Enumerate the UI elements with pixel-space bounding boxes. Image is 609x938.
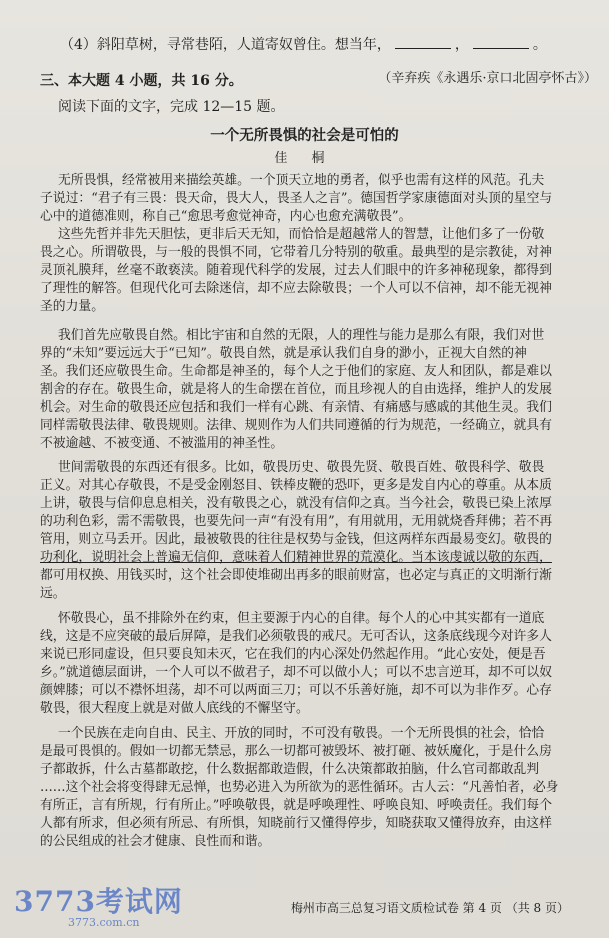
section-header: 三、本大题 4 小题，共 16 分。 [40,73,243,89]
line-34: 有所正，言有所规，行有所止。”呼唤敬畏，就是呼唤理性、呼唤良知、呼唤责任。我们每个 [40,798,553,813]
line-13: 机会。对生命的敬畏还应包括和我们一样有心跳、有亲情、有痛感与感戚的其他生灵。我们 [40,400,552,415]
line-7: 了理性的解答。但现代化可去除迷信，却不应去除敬畏；一个人可以不信神，却不能无视神 [40,281,552,296]
line-23: 远。 [40,586,66,601]
line-35: 人都有所求，但必须有所忌、有所惧，知晓前行又懂得停步，知晓获取又懂得放弃，由这样 [40,816,552,831]
line-2: 子说过：“君子有三畏：畏天命，畏大人，畏圣人之言”。德国哲学家康德面对头顶的星空与 [40,191,553,206]
line-32: 子都敢拆，什么古墓都敢挖，什么数据都敢造假，什么决策都敢拍脑，什么官司都敢乱判 [40,762,540,777]
answer-blank-1[interactable] [395,36,451,49]
line-14: 同样需敬畏法律、敬畏规则。法律、规则作为人们共同遵循的行为规范，一经确立，就具有 [40,418,552,433]
line-6: 灵顶礼膜拜，丝毫不敢亵渎。随着现代科学的发展，过去人们眼中的许多神秘现象，都得到 [40,263,552,278]
line-21-underlined: 功利化，说明社会上普遍无信仰，意味着人们精神世界的荒漠化。当本该虔诚以敬的东西， [40,550,552,565]
question-4-text: （4）斜阳草树，寻常巷陌，人道寄奴曾住。想当年， [60,37,391,53]
line-4: 这些先哲并非先天胆怯，更非后天无知，而恰恰是超越常人的智慧，让他们多了一份敬 [58,227,545,242]
line-27: 乡。”就道德层面讲，一个人可以不做君子，却不可以做小人；可以不忠言逆耳，却不可以奴 [40,665,553,680]
article-title: 一个无所畏惧的社会是可怕的 [210,127,399,144]
line-24: 怀敬畏心，虽不排除外在约束，但主要源于内心的自律。每个人的心中其实都有一道底 [58,611,545,626]
line-25: 线，这是不应突破的最后屏障，是我们必须敬畏的戒尺。无可否认，这条底线现今对许多人 [40,629,552,644]
line-19: 的功利色彩，需不需敬畏，也要先问一声“有没有用”，有用就用，无用就烧香拜佛；若不再 [40,514,553,529]
page-footer: 梅州市高三总复习语文质检试卷 第 4 页 （共 8 页） [290,901,569,915]
line-8: 圣的力量。 [40,299,104,314]
line-5: 畏之心。所谓敬畏，与一般的畏惧不同，它带着几分特别的敬重。最典型的是宗教徒，对神 [40,245,552,260]
line-31: 是最可畏惧的。假如一切都无禁忌，那么一切都可被毁坏、被打砸、被妖魔化，于是什么房 [40,744,552,759]
article-author: 佳 桐 [274,151,335,166]
reading-instruction: 阅读下面的文字，完成 12—15 题。 [58,99,285,115]
line-16: 世间需敬畏的东西还有很多。比如，敬畏历史、敬畏先贤、敬畏百姓、敬畏科学、敬畏 [58,460,545,475]
line-18: 上讲，敬畏与信仰息息相关，没有敬畏之心，就没有信仰之真。当今社会，敬畏已染上浓厚 [40,496,552,511]
line-9: 我们首先应敬畏自然。相比宇宙和自然的无限，人的理性与能力是那么有限，我们对世 [58,328,545,343]
line-28: 颜婢膝；可以不襟怀坦荡，却不可以两面三刀；可以不乐善好施，却不可以为非作歹。心存 [40,683,552,698]
line-29: 敬畏，很大程度上就是对做人底线的不懈坚守。 [40,701,309,716]
question-4-suffix: 。 [532,37,547,53]
line-17: 正义。对其心存敬畏，不是受金刚怒目、铁棒皮鞭的恐吓，更多是发自内心的尊重。从本质 [40,478,552,493]
line-33: ……这个社会将变得肆无忌惮，也势必进入为所欲为的恶性循环。古人云：“凡善怕者，必身 [40,780,559,795]
logo-text: 3773考试网 [14,885,183,918]
logo-url: 3773.com.cn [68,916,140,929]
line-11: 圣。我们还应敬畏生命。生命都是神圣的，每个人之于他们的家庭、友人和团队，都是难以 [40,364,552,379]
line-30: 一个民族在走向自由、民主、开放的同时，不可没有敬畏。一个无所畏惧的社会，恰恰 [58,726,545,741]
site-logo[interactable] [14,886,194,932]
line-26: 来说已形同虚设，但只要良知未灭，它在我们的内心深处仍然起作用。“此心安处，便是吾 [40,647,546,662]
poem-source: （辛弃疾《永遇乐·京口北固亭怀古》） [378,71,597,86]
line-20: 管用，则立马丢开。因此，最被敬畏的往往是权势与金钱，但这两样东西最易变幻。敬畏的 [40,532,552,547]
line-36: 的公民组成的社会才健康、良性而和谐。 [40,834,271,849]
line-15: 不被逾越、不被变通、不被滥用的神圣性。 [40,436,284,451]
line-3: 心中的道德准则，称自己“愈思考愈觉神奇，内心也愈充满敬畏”。 [40,209,412,224]
line-22: 都可用权换、用钱买时，这个社会即使堆砌出再多的眼前财富，也必定与真正的文明渐行渐 [40,568,552,583]
line-12: 割舍的存在。敬畏生命，就是将人的生命摆在首位，而且珍视人的自由选择，维护人的发展 [40,382,552,397]
line-1: 无所畏惧，经常被用来描绘英雄。一个顶天立地的勇者，似乎也需有这样的风范。孔夫 [58,173,545,188]
answer-blank-2[interactable] [473,36,529,49]
question-4: （4）斜阳草树，寻常巷陌，人道寄奴曾住。想当年， ， 。 [60,37,547,53]
line-10: 界的“未知”要远远大于“已知”。敬畏自然，就是承认我们自身的渺小，正视大自然的神 [40,346,527,361]
